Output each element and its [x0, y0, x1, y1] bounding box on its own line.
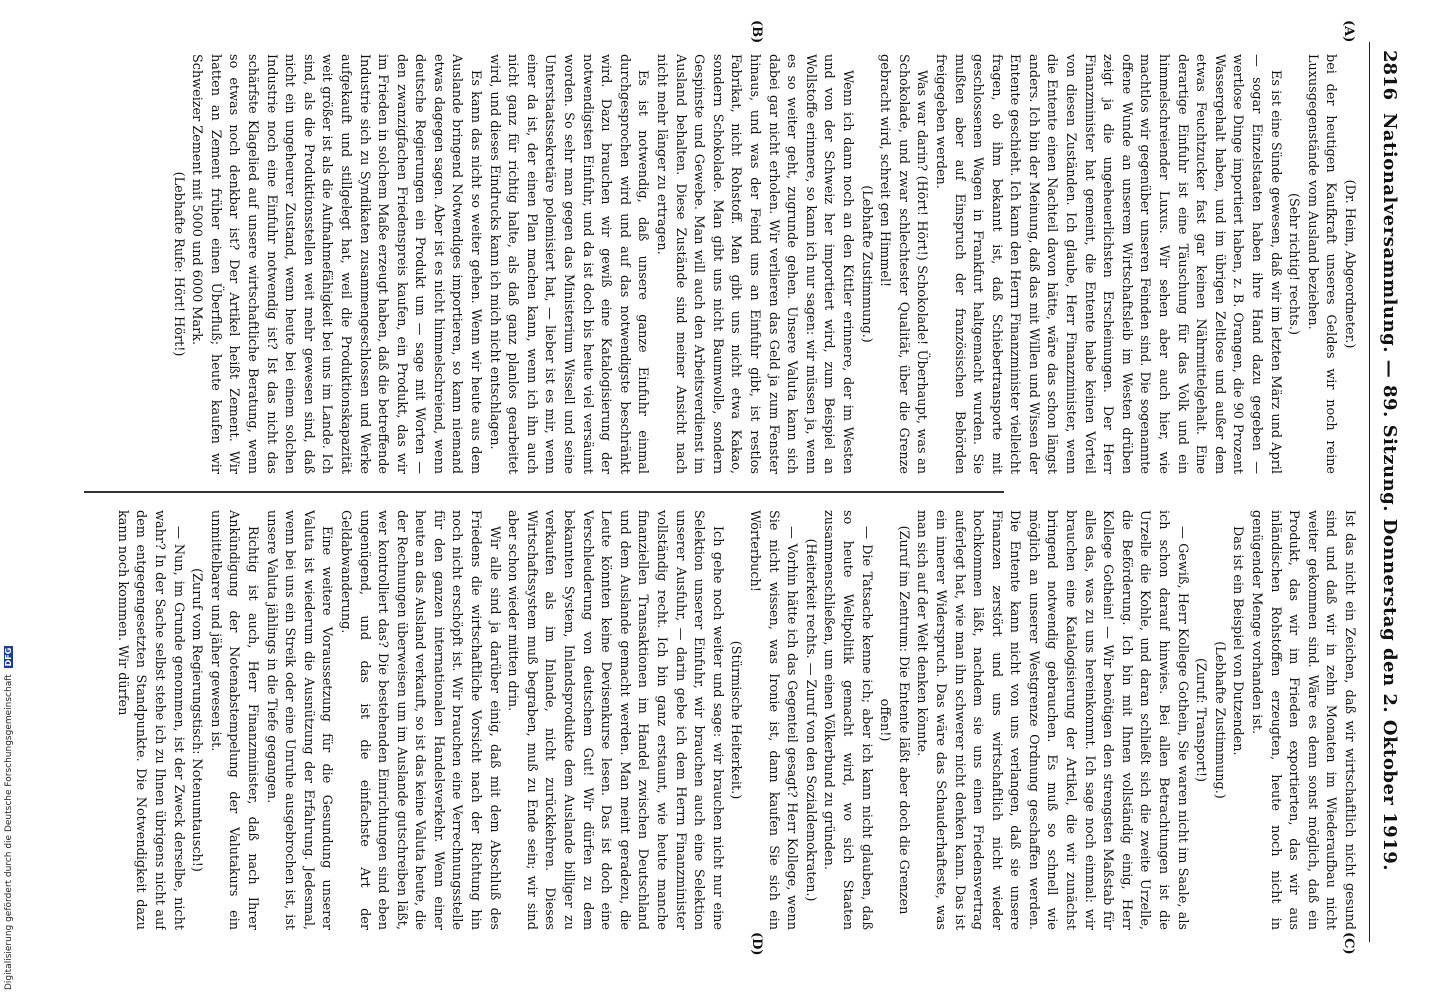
margin-mark-c: (C)	[1341, 932, 1356, 955]
interjection: (Lebhafte Rufe: Hört! Hört!)	[170, 171, 186, 357]
interjection: (Heiterkeit rechts. — Zuruf von den Sozialdemokraten.)	[802, 538, 818, 902]
paragraph: bei der heutigen Kaufkraft unseres Geldes wir noch reine Luxusgegenstände vom Ausland beziehen.	[1304, 54, 1339, 474]
interjection: (Lebhafte Zustimmung.)	[1211, 641, 1227, 799]
paragraph: Das ist ein Beispiel von Dutzenden.	[1230, 526, 1246, 756]
paragraph: — Gewiß, Herr Kollege Gothein, Sie waren nicht im Saale, als ich schon darauf hinwies. Bei allen Betrachtungen ist die Urzelle die Kohle, und daran schließt sich die zweite Urzelle, die Beförderung. Ich bin mit Ihnen vollständig einig, Herr Kollege Gothein! — Wir benötigen den strengsten Maßstab für alles das, was zu uns hereinkommt. Ich sage noch einmal: wir brauchen eine Katalogisierung der Artikel, die wir zunächst bringend notwendig gebrauchen. Es muß so schnell wie möglich an unserer Westgrenze Ordnung geschaffen werden. Die Entente kann nicht von uns verlangen, daß sie unsere Finanzen zerstört und uns wirtschaftlich nicht wieder hochkommen läßt, nachdem sie uns einen Friedensvertrag auferlegt hat, wie man ihn schwerer nicht denken kann. Das ist ein innerer Widerspruch. Das wäre das Schauderhafteste, was man sich auf der Welt denken könnte.	[914, 510, 1190, 930]
paragraph: Es ist eine Sünde gewesen, daß wir im letzten März und April — sogar Einzelstaaten haben ihre Hand dazu gegeben — wertlose Dinge importiert haben, z. B. Orangen, die 90 Prozent Wassergehalt haben, und im übrigen Zeltlose und außer dem etwas Feuchtzucker fast gar keinen Nährmittelgehalt. Eine derartige Einfuhr ist eine Täuschung für das Volk und ein himmelschreiender Luxus. Wir sehen aber auch hier, wie machtlos wir gegenüber unseren Feinden sind. Die sogenannte offene Wunde an unserem Wirtschaftsleib im Westen drüben zeigt ja die ungeheuerlichsten Erscheinungen. Der Herr Finanzminister hat gemeint, die Entente habe keinen Vorteil von diesen Zuständen. Ich glaube, Herr Finanzminister, wenn die Entente einen Nachteil davon hätte, wäre das schon längst anders. Ich bin der Meinung, daß das mit Willen und Wissen der Entente geschieht. Ich kann den Herrn Finanzminister vielleicht fragen, ob ihm bekannt ist, daß Schiebertransporte mit geschlossenen Wagen in Frankfurt haltgemacht wurden. Sie mußten aber auf Einspruch der französischen Behörden freigegeben werden.	[932, 54, 1283, 474]
rotated-page	[54, 20, 1404, 956]
page-number: 2816	[1379, 50, 1400, 101]
paragraph: Es kann das nicht so weiter gehen. Wenn wir heute aus dem Auslande bringend Notwendiges importieren, so kann niemand etwas dagegen sagen. Aber ist es nicht himmelschreiend, wenn deutsche Regierungen ein Produkt um — sage mit Worten — den zwanzigfachen Friedenspreis kaufen, ein Produkt, das wir im Frieden in solchem Maße erzeugt haben, daß die betreffende Industrie sich zu Syndikaten zusammengeschlossen und Werke aufgekauft und stillgelegt hat, weil die Produktionskapazität weit größer ist als die Aufnahmefähigkeit bei uns im Lande. Ich sind, als die Produktionsstellen weit mehr gewesen sind, daß nicht ein ungeheurer Zustand, wenn heute bei einem solchen Industrie noch eine Einfuhr notwendig ist? Ist das nicht das schärfste Klagelied auf unsere wirtschaftliche Beratung, wenn so etwas noch denkbar ist? Der Artikel heißt Zement. Wir hatten an Zement früher einen Überfluß; heute kaufen wir Schweizer Zement mit 5000 und 6000 Mark.	[189, 54, 484, 474]
margin-mark-a: (A)	[1341, 20, 1356, 43]
speaker-label: (Dr. Heim, Abgeordneter.)	[1342, 179, 1357, 349]
margin-mark-b: (B)	[749, 20, 764, 44]
dfg-logo-icon: DFG	[4, 647, 13, 667]
paragraph: Richtig ist auch, Herr Finanzminister, daß nach Ihrer Ankündigung der Notenabstempelung der Valutakurs ein unmittelbarer und jäher gewesen ist.	[207, 510, 260, 930]
left-column	[78, 54, 1358, 474]
digitization-note	[4, 590, 18, 990]
paragraph: — Vorhin hätte ich das Gegenteil gesagt? Herr Kollege, wenn Sie nicht wissen, was Ironie ist, dann kaufen Sie sich ein Wörterbuch!	[747, 510, 800, 930]
interjection: (Lebhafte Zustimmung.)	[858, 185, 874, 343]
interjection: (Stürmische Heiterkeit.)	[728, 640, 744, 800]
paragraph: — Nun, im Grunde genommen, ist der Zweck derselbe, nicht wahr? In der Sache selbst stehe ich zu Ihnen übrigens nicht auf dem entgegengesetzten Standpunkte. Die Notwendigkeit dazu kann noch kommen. Wir dürfen	[114, 510, 186, 930]
paragraph: Wenn ich dann noch an den Kittler erinnere, der im Westen und von der Schweiz her importiert wird, zum Beispiel an Wollstoffe erinnere, so kann ich nur sagen: wir müssen ja, wenn es so weiter geht, zugrunde gehen. Unsere Valuta kann sich dabei gar nicht erholen. Wir verlieren das Geld ja zum Fenster hinaus, und was der Feind uns an Einfuhr gibt, ist restlos Fabrikat, nicht Rohstoff. Man gibt uns nicht etwa Kakao, sondern Schokolade. Man gibt uns nicht Baumwolle, sondern Gespinste und Gewebe. Man will auch den Arbeitsverdienst im Ausland behalten. Diese Zustände sind meiner Ansicht nach nicht mehr länger zu ertragen.	[654, 54, 855, 474]
margin-mark-d: (D)	[749, 932, 764, 956]
paragraph: Ist das nicht ein Zeichen, daß wir wirtschaftlich nicht gesund sind und daß wir in zehn Monaten im Wiederaufbau nicht weiter gekommen sind. Wäre es denn sonst möglich, daß ein Produkt, das wir im Frieden exportierten, das wir aus inländischen Rohstoffen erzeugten, heute noch nicht in genügender Menge vorhanden ist.	[1249, 510, 1357, 930]
running-title: Nationalversammlung. — 89. Sitzung. Donnerstag den 2. Oktober 1919.	[1379, 112, 1400, 872]
paragraph: Was war darin? (Hört! Hört!) Schokolade! Überhaupt, was an Schokolade, und zwar schlechtester Qualität, über die Grenze gebracht wird, schreit gen Himmel!	[877, 54, 930, 474]
digitization-note-text: Digitalisierung gefördert durch die Deutsche Forschungsgemeinschaft	[4, 674, 14, 990]
page-header	[1369, 42, 1404, 942]
paragraph: — Die Tatsache kenne ich; aber ich kann nicht glauben, daß so heute Weltpolitik gemacht wird, wo sich Staaten zusammenschließen, um einen Völkerbund zu gründen.	[821, 510, 874, 930]
paragraph: Wir alle sind ja darüber einig, daß mit dem Abschluß des Friedens die wirtschaftliche Vorsicht nach der Richtung hin noch nicht erschöpft ist. Wir brauchen eine Verrechnungsstelle für den ganzen internationalen Handelsverkehr. Wenn einer heute an das Ausland verkauft, so ist das keine Valuta heute, die der Rechnungen überweisen um im Auslande gutschreiben läßt, wer kontrolliert das? Die bestehenden Einrichtungen sind eben ungenügend, und das ist die einfachste Art der Geldabwanderung.	[337, 510, 502, 930]
paragraph: Eine weitere Voraussetzung für die Gesundung unserer Valuta ist wiederum die Ausnützung der Erfahrung. Jedesmal, wenn bei uns ein Streik oder eine Unruhe ausgebrochen ist, ist unsere Valuta jählings in die Tiefe gegangen.	[263, 510, 335, 930]
interjection: (Zuruf: Transport!)	[1193, 658, 1209, 782]
paragraph: Es ist notwendig, daß unsere ganze Einfuhr einmal durchgesprochen wird und auf das notwendigste beschränkt wird. Dazu brauchen wir gewiß eine Katalogisierung der notwendigsten Einfuhr, und da ist doch bis heute viel versäumt worden. So sehr man gegen das Ministerium Wissell und seine Unterstaatssekretäre polemisiert hat, — lieber ist es mir, wenn einer da ist, der einen Plan machen kann, wenn ich ihn auch nicht ganz für richtig halte, als daß ganz planlos gearbeitet wird, und dieses Eindrucks kann ich mich nicht entschlagen.	[486, 54, 651, 474]
interjection: (Zuruf vom Regierungstisch: Notenumtausch!)	[189, 568, 205, 872]
interjection: (Zuruf im Zentrum: Die Entente läßt aber doch die Grenzen offen!)	[877, 525, 911, 915]
right-column	[78, 510, 1358, 930]
column-divider	[84, 491, 1004, 493]
paragraph: Ich gehe noch weiter und sage: wir brauchen nicht nur eine Selektion unserer Einfuhr, wir brauchen auch eine Selektion unserer Ausfuhr, — darin gebe ich dem Herrn Finanzminister vollständig recht. Ich bin ganz erstaunt, wie heute manche finanziellen Transaktionen im Handel zwischen Deutschland und dem Auslande gemacht werden. Man meint geradezu, die Leute könnten keine Devisenkurse lesen. Das ist doch eine Verschleuderung von deutschem Gut! Wir dürfen zu dem bekannten System, Inlandsprodukte dem Auslande billiger zu verkaufen als im Inlande, nicht zurückkehren. Dieses Wirtschaftssystem muß begraben, muß zu Ende sein; wir sind aber schon wieder mitten drin.	[505, 510, 725, 930]
interjection: (Sehr richtig! rechts.)	[1286, 193, 1302, 335]
